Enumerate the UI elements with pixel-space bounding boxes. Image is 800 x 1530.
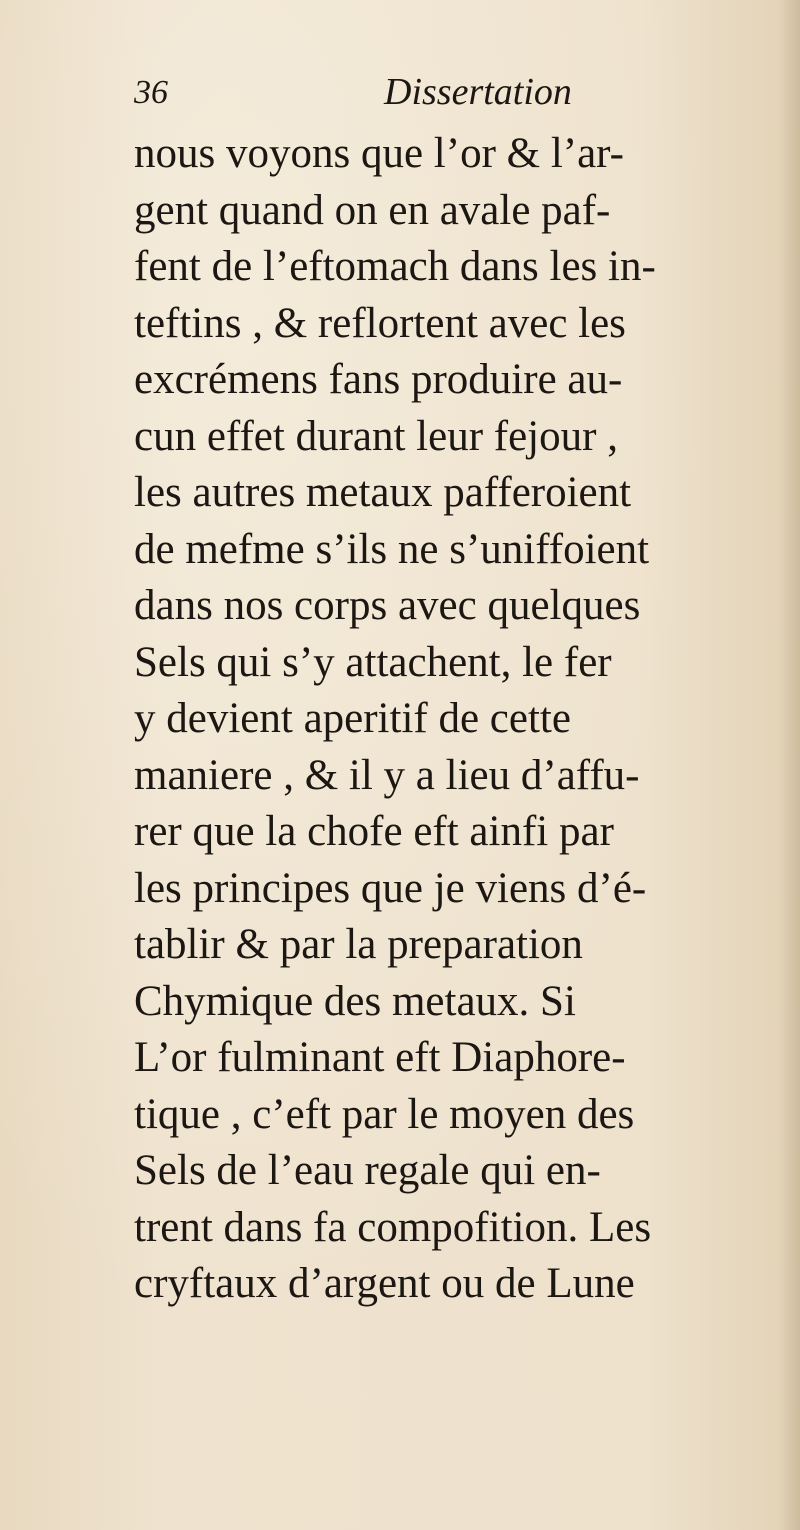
body-text bbox=[134, 126, 784, 1313]
text-line: teftins , & reflortent avec les bbox=[134, 299, 626, 347]
text-line: les principes que je viens d’é- bbox=[134, 864, 647, 912]
text-line: dans nos corps avec quelques bbox=[134, 582, 641, 629]
text-line: trent dans fa compofition. Les bbox=[134, 1203, 652, 1251]
running-title: Dissertation bbox=[384, 71, 572, 113]
text-line: Chymique des metaux. Si bbox=[134, 977, 576, 1025]
text-line: nous voyons que l’or & l’ar- bbox=[134, 130, 624, 177]
text-line: Sels qui s’y attachent, le fer bbox=[134, 638, 612, 686]
text-line: maniere , & il y a lieu d’affu- bbox=[134, 751, 640, 799]
page-number: 36 bbox=[134, 74, 168, 111]
text-line: tablir & par la preparation bbox=[134, 921, 583, 968]
page-header bbox=[134, 70, 694, 120]
text-line: de mefme s’ils ne s’uniffoient bbox=[134, 525, 650, 573]
text-line: y devient aperitif de cette bbox=[134, 695, 571, 742]
text-line: cryftaux d’argent ou de Lune bbox=[134, 1260, 635, 1307]
text-line: gent quand on en avale paf- bbox=[134, 186, 611, 234]
text-line: Sels de l’eau regale qui en- bbox=[134, 1147, 601, 1194]
text-line: excrémens fans produire au- bbox=[134, 356, 623, 403]
text-line: les autres metaux pafferoient bbox=[134, 469, 632, 516]
text-line: tique , c’eft par le moyen des bbox=[134, 1090, 635, 1138]
text-line: rer que la chofe eft ainfi par bbox=[134, 808, 614, 855]
text-line: fent de l’eftomach dans les in- bbox=[134, 243, 656, 290]
text-line: L’or fulminant eft Diaphore- bbox=[134, 1034, 626, 1081]
text-line: cun effet durant leur fejour , bbox=[134, 412, 618, 460]
